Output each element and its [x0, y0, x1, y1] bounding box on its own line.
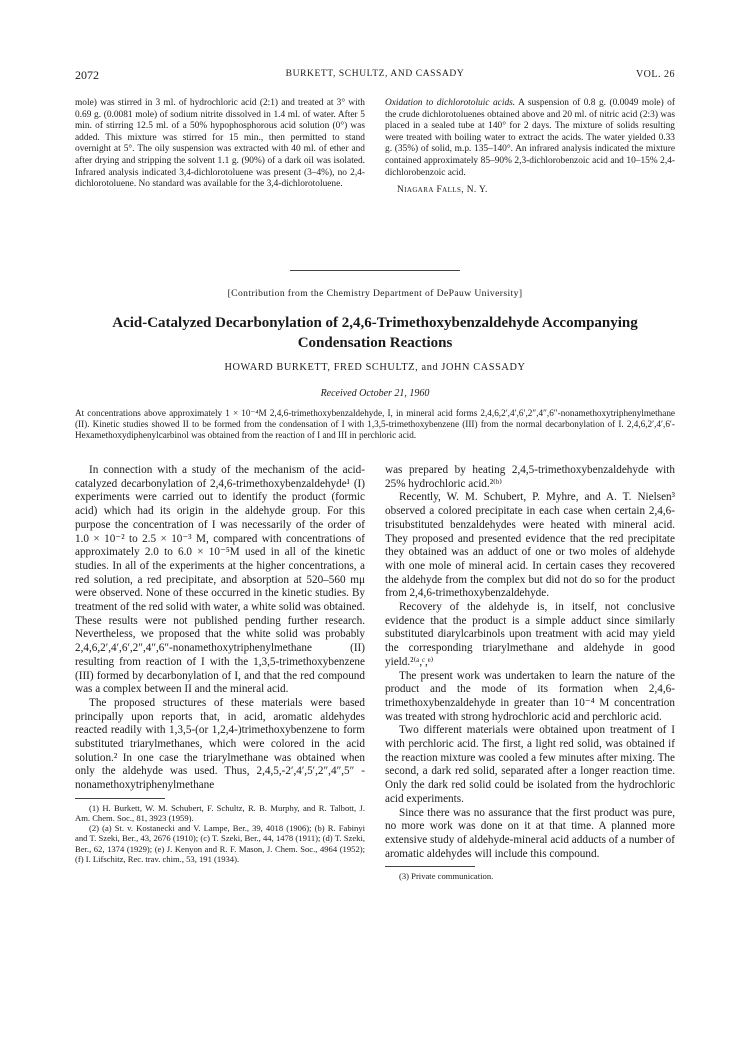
article-authors: HOWARD BURKETT, FRED SCHULTZ, and JOHN CASSADY	[224, 362, 526, 373]
abstract: At concentrations above approximately 1 × 10⁻⁴M 2,4,6-trimethoxybenzaldehyde, I, in mineral acid forms 2,4,6,2′,4′,6′,2″,4″,6″-nonamethoxytriphenylmethane (II). Kinetic studies showed II to be formed from the condensation of I with 1,3,5-trimethoxybenzene (III) from the normal decarbonylation of I. 2,4,6,2′,4′,6′-Hexamethoxydiphenylcarbinol was obtained from the reaction of I and III in perchloric acid.	[75, 408, 675, 441]
body-paragraph: Recently, W. M. Schubert, P. Myhre, and A. T. Nielsen³ observed a colored precipitate in each case when certain 2,4,6-trisubstituted benzaldehydes were heated with mineral acid. They proposed and presented evidence that the red precipitate they obtained was an adduct of one or two moles of aldehyde with one mole of mineral acid. In certain cases they recovered the aldehyde from the complex but did not do so for the product from 2,4,6-trimethoxybenzaldehyde.	[385, 491, 675, 600]
body-paragraph: was prepared by heating 2,4,5-trimethoxybenzaldehyde with 25% hydrochloric acid.²⁽ᵇ⁾	[385, 464, 675, 490]
footnote: (3) Private communication.	[399, 871, 494, 882]
section-run-in-heading: Oxidation to dichlorotoluic acids.	[385, 98, 516, 108]
body-paragraph: Two different materials were obtained upon treatment of I with perchloric acid. The first, a light red solid, was obtained if the reaction mixture was cooled a few minutes after mixing. The second, a dark red solid, separated after a longer reaction time. Only the dark red solid could be isolated from the hydrochloric acid experiments.	[385, 724, 675, 805]
body-paragraph: Since there was no assurance that the first product was pure, no more work was done on it at that time. A planned more extensive study of aldehyde-mineral acid adducts of a number of aromatic aldehydes will include this compound.	[385, 806, 675, 860]
previous-article-paragraph: mole) was stirred in 3 ml. of hydrochloric acid (2:1) and treated at 3° with 0.69 g. (0.0081 mole) of sodium nitrite dissolved in 1.4 ml. of water. After 5 min. of stirring 12.5 ml. of a 50% hypophosphorous acid solution (0°) was added. This mixture was stirred for 15 min., then permitted to stand overnight at 5°. The oily suspension was extracted with 40 ml. of ether and after drying and stripping the solvent 1.1 g. (90%) of a dark oil was isolated. Infrared analysis indicated 3,4-dichlorotoluene was present (3–4%), no 2,4-dichlorotoluene. No standard was available for the 3,4-dichlorotoluene.	[75, 98, 365, 190]
body-left-column	[75, 464, 365, 864]
article-title: Acid-Catalyzed Decarbonylation of 2,4,6-Trimethoxybenzaldehyde Accompanying Condensation Reactions	[112, 315, 638, 351]
body-paragraph: The present work was undertaken to learn the nature of the product and the mode of its formation when 2,4,6-trimethoxybenzaldehyde in greater than 10⁻⁴ M concentration was treated with strong hydrochloric acid and perchloric acid.	[385, 669, 675, 723]
footnote-divider	[385, 866, 475, 867]
contribution-line: [Contribution from the Chemistry Department of DePauw University]	[227, 288, 523, 299]
volume-label: VOL. 26	[635, 69, 675, 80]
article-divider	[290, 270, 460, 271]
body-paragraph: Recovery of the aldehyde is, in itself, not conclusive evidence that the product is a simple adduct since similarly substituted diarylcarbinols upon treatment with acid may yield the corresponding triarylmethane and aldehyde in good yield.²⁽ᵃ,ᶜ,ᵉ⁾	[385, 601, 675, 668]
body-paragraph: The proposed structures of these materials were based principally upon reports that, in acid, aromatic aldehydes reacted readily with 1,3,5-(or 1,2,4-)trimethoxybenzene to form substituted triarylmethanes, which were colored in the acid solution.² In one case the triarylmethane was obtained when only the aldehyde was used. Thus, 2,4,5,-2′,4′,5′,2″,4″,5″ - nonamethoxytriphenylmethane	[75, 696, 365, 792]
previous-article-paragraph	[385, 98, 675, 179]
footnote: (1) H. Burkett, W. M. Schubert, F. Schultz, R. B. Murphy, and R. Talbott, J. Am. Chem. Soc., 81, 3923 (1959).	[75, 802, 365, 824]
previous-article-right-column	[385, 98, 675, 197]
author-location: Niagara Falls, N. Y.	[397, 185, 488, 196]
previous-article-tail	[75, 98, 675, 238]
article-body	[75, 464, 675, 1004]
received-date: Received October 21, 1960	[320, 388, 430, 399]
running-header	[75, 68, 675, 84]
page-number: 2072	[75, 68, 99, 82]
body-right-column	[385, 464, 675, 882]
previous-article-left-column	[75, 98, 365, 191]
footnote-divider	[75, 798, 165, 799]
section-text: A suspension of 0.8 g. (0.0049 mole) of the crude dichlorotoluenes obtained above and 20 ml. of nitric acid (2:3) was placed in a sealed tube at 140° for 2 days. The mixture of solids resulting were treated with boiling water to extract the acids. The water yielded 0.33 g. (35%) of solid, m.p. 135–140°. An infrared analysis indicated the mixture contained approximately 85–90% 2,3-dichlorobenzoic acid and 10–15% 2,4-dichlorobenzoic acid.	[385, 98, 675, 178]
body-paragraph: In connection with a study of the mechanism of the acid-catalyzed decarbonylation of 2,4,6-trimethoxybenzaldehyde¹ (I) experiments were carried out to identify the product (formic acid) which had its origin in the aldehyde group. For this purpose the concentration of I was necessarily of the order of 1.0 × 10⁻² to 2.5 × 10⁻³ M, compared with concentrations of approximately 2.0 to 6.0 × 10⁻⁵M used in all of the kinetic studies. In all of the experiments at the higher concentrations, a red solution, a red precipitate, and absorption at 520–560 mμ were observed. None of these occurred in the kinetic studies. By treatment of the red solid with water, a white solid was obtained. These results were not published pending further research. Nevertheless, we proposed that the white solid was probably 2,4,6,2′,4′,6′,2″,4″,6″-nonamethoxytriphenylmethane (II) resulting from reaction of I with the 1,3,5-trimethoxybenzene (III) formed by decarbonylation of I, and that the red compound was a complex between II and the mineral acid.	[75, 464, 365, 696]
running-head: BURKETT, SCHULTZ, AND CASSADY	[285, 69, 465, 79]
footnote: (2) (a) St. v. Kostanecki and V. Lampe, Ber., 39, 4018 (1906); (b) R. Fabinyi and T. Szeki, Ber., 43, 2676 (1910); (c) T. Szeki, Ber., 44, 1478 (1911); (d) T. Szeki, Ber., 62, 1374 (1929); (e) J. Kenyon and R. F. Mason, J. Chem. Soc., 4964 (1952); (f) I. Lifschitz, Rec. trav. chim., 53, 191 (1934).	[75, 823, 365, 864]
